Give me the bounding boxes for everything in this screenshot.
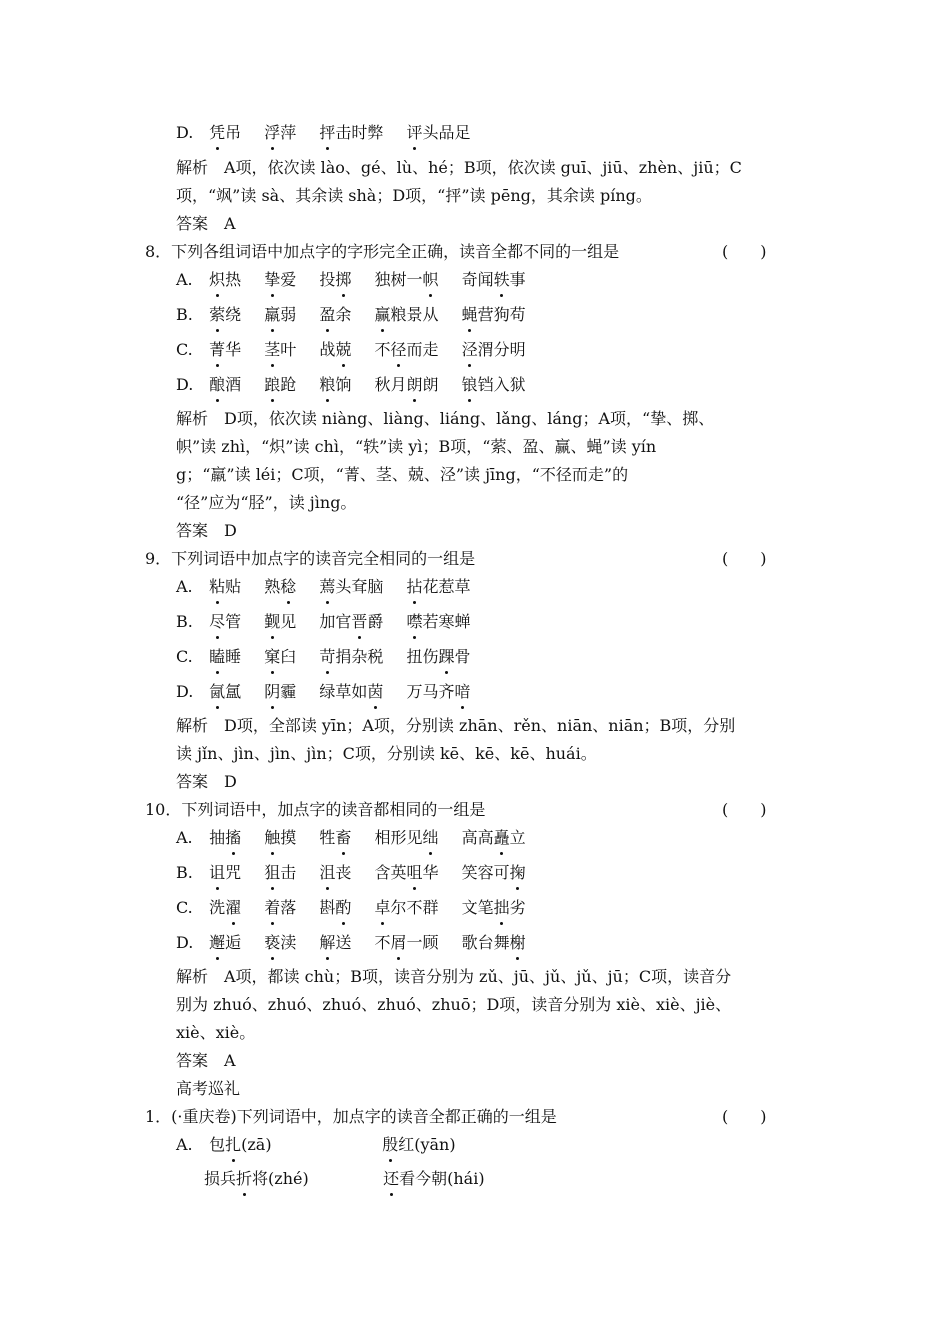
q8-analysis-4: “径”应为“胫”，读 jìng。 xyxy=(176,493,357,512)
q8-answer-blank: ( ) xyxy=(722,242,767,261)
q8-option-a: A. 炽热 挚爱 投掷 独树一帜 奇闻轶事 xyxy=(176,270,526,289)
q7-analysis-1: 解析 A项，依次读 lào、gé、lù、hé；B项，依次读 guī、jiū、zhèn、jiū；C xyxy=(176,158,742,177)
q8-option-b: B. 萦绕 羸弱 盈余 赢粮景从 蝇营狗苟 xyxy=(176,305,526,324)
dotted-char: 凭 xyxy=(209,123,226,142)
option-label: A. xyxy=(176,828,193,847)
word: 凭吊 xyxy=(209,123,242,142)
q7-answer: 答案 A xyxy=(176,214,236,233)
q10-answer: 答案 A xyxy=(176,1051,236,1070)
option-label: D. xyxy=(176,123,194,142)
g1-option-a-row2: 损兵折将(zhé) 还看今朝(hái) xyxy=(204,1169,485,1188)
section-title: 高考巡礼 xyxy=(176,1079,241,1098)
q10-option-a: A. 抽搐 触摸 牲畜 相形见绌 高高矗立 xyxy=(176,828,526,847)
g1-option-a-row1: A. 包扎(zā) 殷红(yān) xyxy=(176,1135,456,1154)
q8-analysis-3: g；“羸”读 léi；C项，“菁、茎、兢、泾”读 jīng，“不径而走”的 xyxy=(176,465,629,484)
option-label: A. xyxy=(176,577,193,596)
dotted-char: 浮 xyxy=(264,123,281,142)
q10-option-d: D. 邂逅 亵渎 解送 不屑一顾 歌台舞榭 xyxy=(176,933,526,952)
q10-option-b: B. 诅咒 狙击 沮丧 含英咀华 笑容可掬 xyxy=(176,863,526,882)
q9-option-a: A. 粘贴 熟稔 蔫头耷脑 拈花惹草 xyxy=(176,577,471,596)
option-label: B. xyxy=(176,863,193,882)
option-label: A. xyxy=(176,270,193,289)
q10-analysis-3: xiè、xiè。 xyxy=(176,1023,256,1042)
q10-analysis-2: 别为 zhuó、zhuó、zhuó、zhuó、zhuō；D项，读音分别为 xiè、xiè、jiè、 xyxy=(176,995,732,1014)
option-label: C. xyxy=(176,647,193,666)
q8-option-d: D. 酿酒 踉跄 粮饷 秋月朗朗 锒铛入狱 xyxy=(176,375,526,394)
option-label: C. xyxy=(176,340,193,359)
option-label: D. xyxy=(176,933,194,952)
option-label: D. xyxy=(176,375,194,394)
option-label: C. xyxy=(176,898,193,917)
option-label: B. xyxy=(176,612,193,631)
option-label: A. xyxy=(176,1135,193,1154)
q9-analysis-1: 解析 D项，全部读 yīn；A项，分别读 zhān、rěn、niān、niān；B项，分别 xyxy=(176,716,736,735)
option-label: B. xyxy=(176,305,193,324)
q8-option-c: C. 菁华 茎叶 战兢 不径而走 泾渭分明 xyxy=(176,340,526,359)
g1-answer-blank: ( ) xyxy=(722,1107,767,1126)
q10-analysis-1: 解析 A项，都读 chù；B项，读音分别为 zǔ、jū、jǔ、jǔ、jū；C项，读音分 xyxy=(176,967,732,986)
q8-answer: 答案 D xyxy=(176,521,237,540)
q8-stem: 8．下列各组词语中加点字的字形完全正确，读音全都不同的一组是 xyxy=(145,242,620,261)
g1-stem: 1．(·重庆卷)下列词语中，加点字的读音全都正确的一组是 xyxy=(145,1107,557,1126)
q9-stem: 9．下列词语中加点字的读音完全相同的一组是 xyxy=(145,549,476,568)
word: 评头品足 xyxy=(406,123,471,142)
q8-analysis-1: 解析 D项，依次读 niàng、liàng、liáng、lǎng、láng；A项，“挚、掷、 xyxy=(176,409,715,428)
q9-analysis-2: 读 jǐn、jìn、jìn、jìn；C项，分别读 kē、kē、kē、huái。 xyxy=(176,744,597,763)
q10-option-c: C. 洗濯 着落 斟酌 卓尔不群 文笔拙劣 xyxy=(176,898,526,917)
word: 浮萍 xyxy=(264,123,297,142)
dotted-char: 评 xyxy=(406,123,423,142)
q10-stem: 10．下列词语中，加点字的读音都相同的一组是 xyxy=(145,800,486,819)
word: 抨击时弊 xyxy=(319,123,384,142)
option-label: D. xyxy=(176,682,194,701)
q10-answer-blank: ( ) xyxy=(722,800,767,819)
q8-analysis-2: 帜”读 zhì，“炽”读 chì，“轶”读 yì；B项，“萦、盈、赢、蝇”读 yín xyxy=(176,437,657,456)
q9-option-c: C. 瞌睡 窠臼 苛捐杂税 扭伤踝骨 xyxy=(176,647,471,666)
q9-option-d: D. 氤氲 阴霾 绿草如茵 万马齐喑 xyxy=(176,682,471,701)
q7-analysis-2: 项，“飒”读 sà、其余读 shà；D项，“抨”读 pēng，其余读 píng。 xyxy=(176,186,652,205)
dotted-char: 抨 xyxy=(319,123,336,142)
q9-answer: 答案 D xyxy=(176,772,237,791)
q9-option-b: B. 尽管 觐见 加官晋爵 噤若寒蝉 xyxy=(176,612,471,631)
q9-answer-blank: ( ) xyxy=(722,549,767,568)
q7-option-d xyxy=(176,123,489,145)
